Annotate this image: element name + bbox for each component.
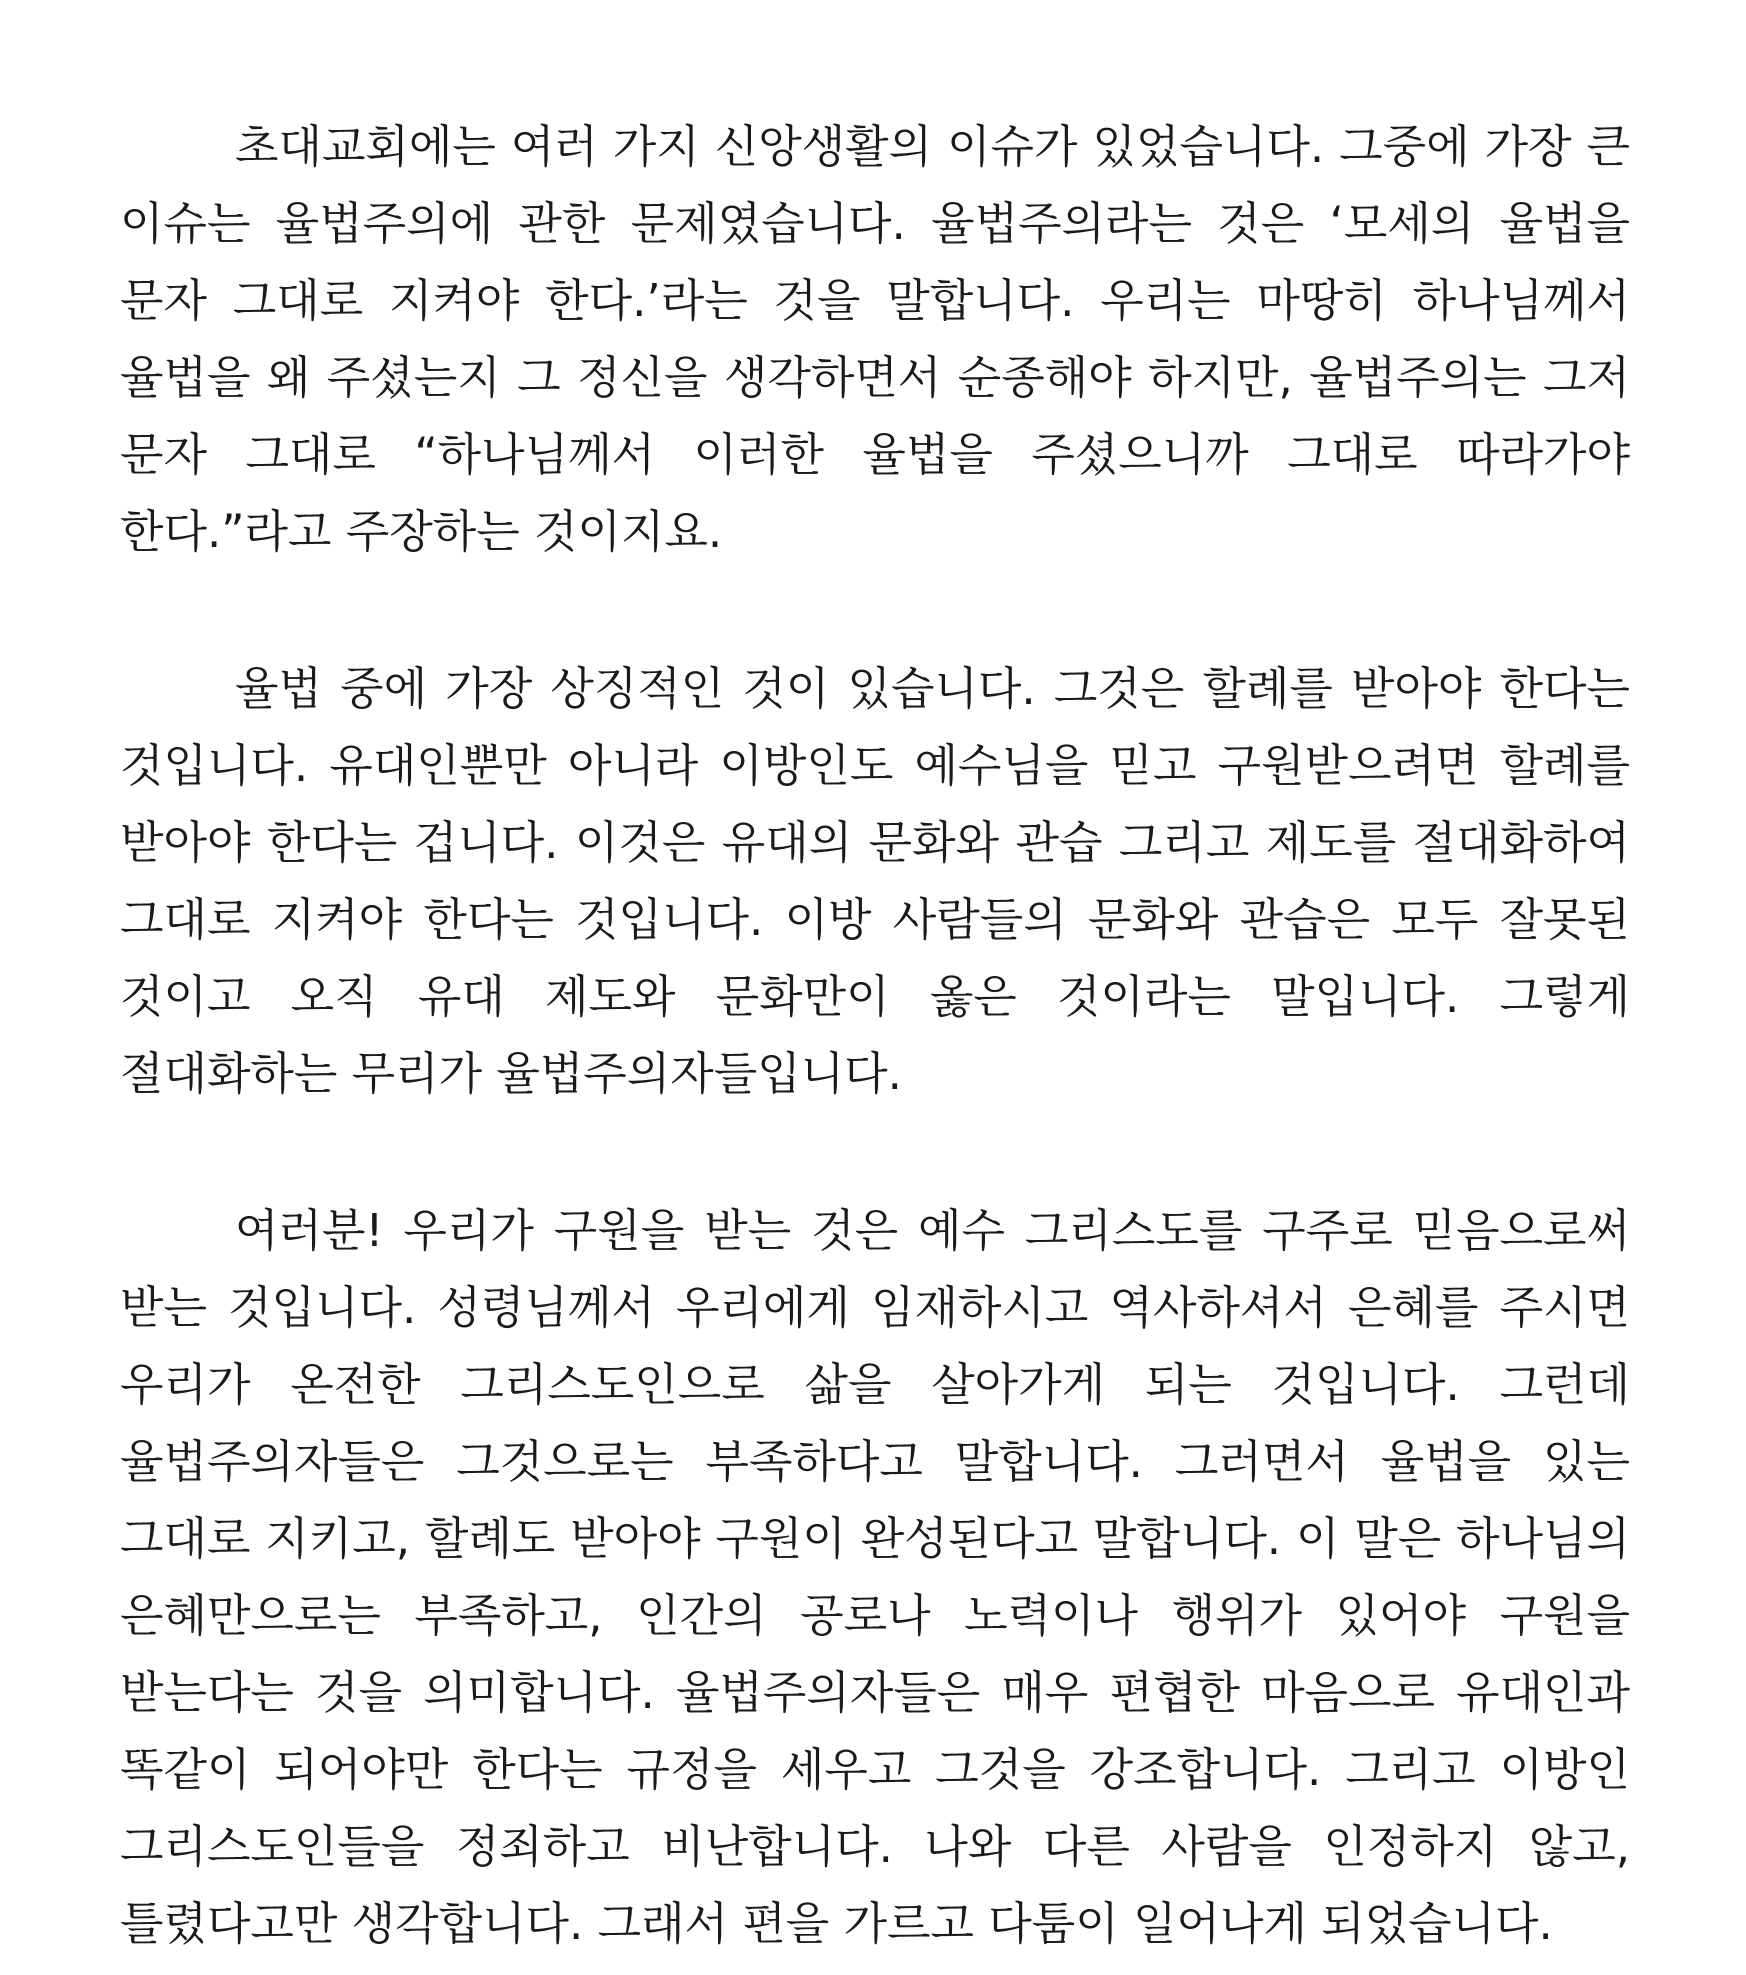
paragraph-1: 초대교회에는 여러 가지 신앙생활의 이슈가 있었습니다. 그중에 가장 큰 이슈는 율법주의에 관한 문제였습니다. 율법주의라는 것은 ‘모세의 율법을 문자 그대로 지켜야 한다.’라는 것을 말합니다. 우리는 마땅히 하나님께서 율법을 왜 주셨는지 그 정신을 생각하면서 순종해야 하지만, 율법주의는 그저 문자 그대로 “하나님께서 이러한 율법을 주셨으니까 그대로 따라가야 한다.”라고 주장하는 것이지요. — [120, 120, 1630, 558]
paragraph-3: 여러분! 우리가 구원을 받는 것은 예수 그리스도를 구주로 믿음으로써 받는 것입니다. 성령님께서 우리에게 임재하시고 역사하셔서 은혜를 주시면 우리가 온전한 그리스도인으로 삶을 살아가게 되는 것입니다. 그런데 율법주의자들은 그것으로는 부족하다고 말합니다. 그러면서 율법을 있는 그대로 지키고, 할례도 받아야 구원이 완성된다고 말합니다. 이 말은 하나님의 은혜만으로는 부족하고, 인간의 공로나 노력이나 행위가 있어야 구원을 받는다는 것을 의미합니다. 율법주의자들은 매우 편협한 마음으로 유대인과 똑같이 되어야만 한다는 규정을 세우고 그것을 강조합니다. 그리고 이방인 그리스도인들을 정죄하고 비난합니다. 나와 다른 사람을 인정하지 않고, 틀렸다고만 생각합니다. 그래서 편을 가르고 다툼이 일어나게 되었습니다. — [120, 1204, 1630, 1950]
document-page — [120, 108, 1630, 1962]
paragraph-2: 율법 중에 가장 상징적인 것이 있습니다. 그것은 할례를 받아야 한다는 것입니다. 유대인뿐만 아니라 이방인도 예수님을 믿고 구원받으려면 할례를 받아야 한다는 겁니다. 이것은 유대의 문화와 관습 그리고 제도를 절대화하여 그대로 지켜야 한다는 것입니다. 이방 사람들의 문화와 관습은 모두 잘못된 것이고 오직 유대 제도와 문화만이 옳은 것이라는 말입니다. 그렇게 절대화하는 무리가 율법주의자들입니다. — [120, 662, 1630, 1100]
